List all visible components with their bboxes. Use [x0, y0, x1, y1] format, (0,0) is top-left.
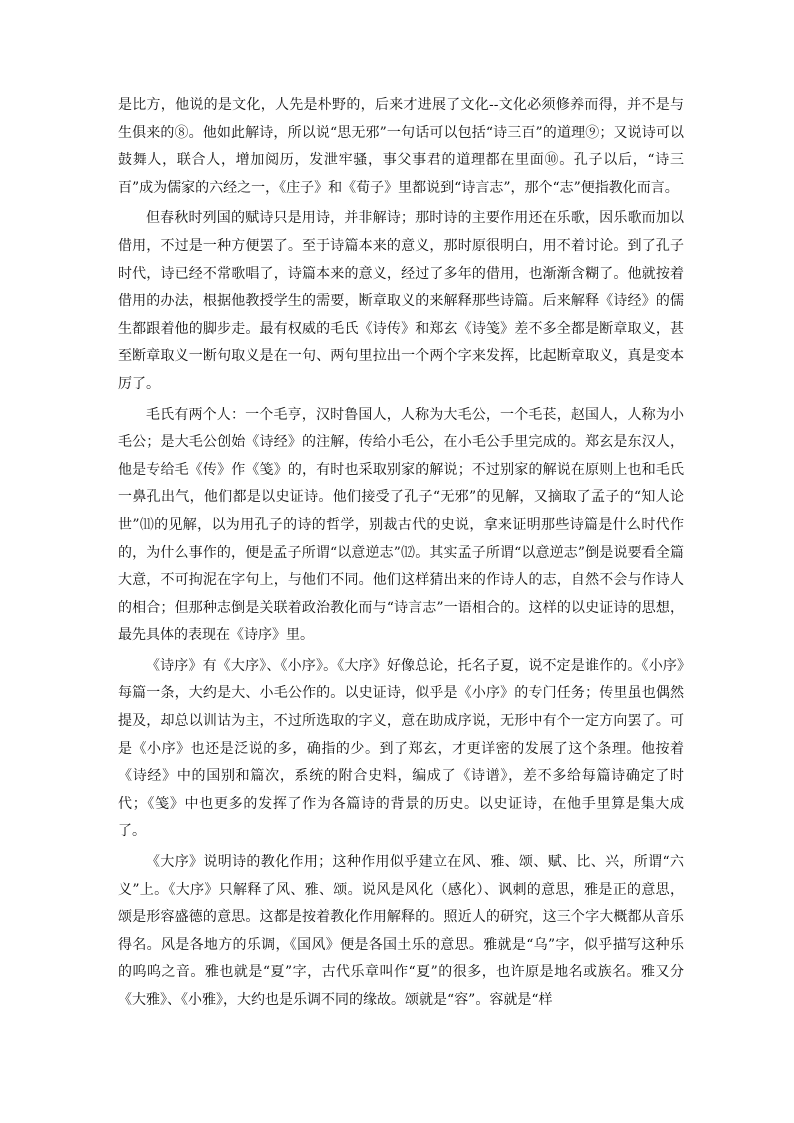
- paragraph-mao-commentary: 毛氏有两个人：一个毛亨，汉时鲁国人，人称为大毛公，一个毛苌，赵国人，人称为小毛公；是大毛公创始《诗经》的注解，传给小毛公，在小毛公手里完成的。郑玄是东汉人，他是专给毛《传》作《笺》的，有时也采取别家的解说；不过别家的解说在原则上也和毛氏一鼻孔出气，他们都是以史证诗。他们接受了孔子“无邪”的见解，又摘取了孟子的“知人论世”⑾的见解，以为用孔子的诗的哲学，别裁古代的史说，拿来证明那些诗篇是什么时代作的，为什么事作的，便是孟子所谓“以意逆志”⑿。其实孟子所谓“以意逆志”倒是说要看全篇大意，不可拘泥在字句上，与他们不同。他们这样猜出来的作诗人的志，自然不会与作诗人的相合；但那种志倒是关联着政治教化而与“诗言志”一语相合的。这样的以史证诗的思想，最先具体的表现在《诗序》里。: [118, 406, 684, 644]
- paragraph-continuation: 是比方，他说的是文化，人先是朴野的，后来才进展了文化--文化必须修养而得，并不是与生俱来的⑧。他如此解诗，所以说“思无邪”一句话可以包括“诗三百”的道理⑨；又说诗可以鼓舞人，联合人，增加阅历，发泄牢骚，事父事君的道理都在里面⑩。孔子以后，“诗三百”成为儒家的六经之一，《庄子》和《荀子》里都说到“诗言志”，那个“志”便指教化而言。: [118, 97, 684, 196]
- paragraph-da-xu: 《大序》说明诗的教化作用；这种作用似乎建立在风、雅、颂、赋、比、兴，所谓“六义”上。《大序》只解释了风、雅、颂。说风是风化（感化）、讽刺的意思，雅是正的意思，颂是形容盛德的意思。这都是按着教化作用解释的。照近人的研究，这三个字大概都从音乐得名。风是各地方的乐调，《国风》便是各国土乐的意思。雅就是“乌”字，似乎描写这种乐的呜呜之音。雅也就是“夏”字，古代乐章叫作“夏”的很多，也许原是地名或族名。雅又分《大雅》、《小雅》，大约也是乐调不同的缘故。颂就是“容”。容就是“样: [118, 854, 684, 1008]
- paragraph-shi-xu: 《诗序》有《大序》、《小序》。《大序》好像总论，托名子夏，说不定是谁作的。《小序》每篇一条，大约是大、小毛公作的。以史证诗，似乎是《小序》的专门任务；传里虽也偶然提及，却总以训诂为主，不过所选取的字义，意在助成序说，无形中有个一定方向罢了。可是《小序》也还是泛说的多，确指的少。到了郑玄，才更详密的发展了这个条理。他按着《诗经》中的国别和篇次，系统的附合史料，编成了《诗谱》，差不多给每篇诗确定了时代；《笺》中也更多的发挥了作为各篇诗的背景的历史。以史证诗，在他手里算是集大成了。: [118, 657, 684, 840]
- paragraph-spring-autumn-poetry: 但春秋时列国的赋诗只是用诗，并非解诗；那时诗的主要作用还在乐歌，因乐歌而加以借用，不过是一种方便罢了。至于诗篇本来的意义，那时原很明白，用不着讨论。到了孔子时代，诗已经不常歌唱了，诗篇本来的意义，经过了多年的借用，也渐渐含糊了。他就按着借用的办法，根据他教授学生的需要，断章取义的来解释那些诗篇。后来解释《诗经》的儒生都跟着他的脚步走。最有权威的毛氏《诗传》和郑玄《诗笺》差不多全都是断章取义，甚至断章取义一断句取义是在一句、两句里拉出一个两个字来发挥，比起断章取义，真是变本厉了。: [118, 210, 684, 392]
- document-page: [118, 92, 684, 1015]
